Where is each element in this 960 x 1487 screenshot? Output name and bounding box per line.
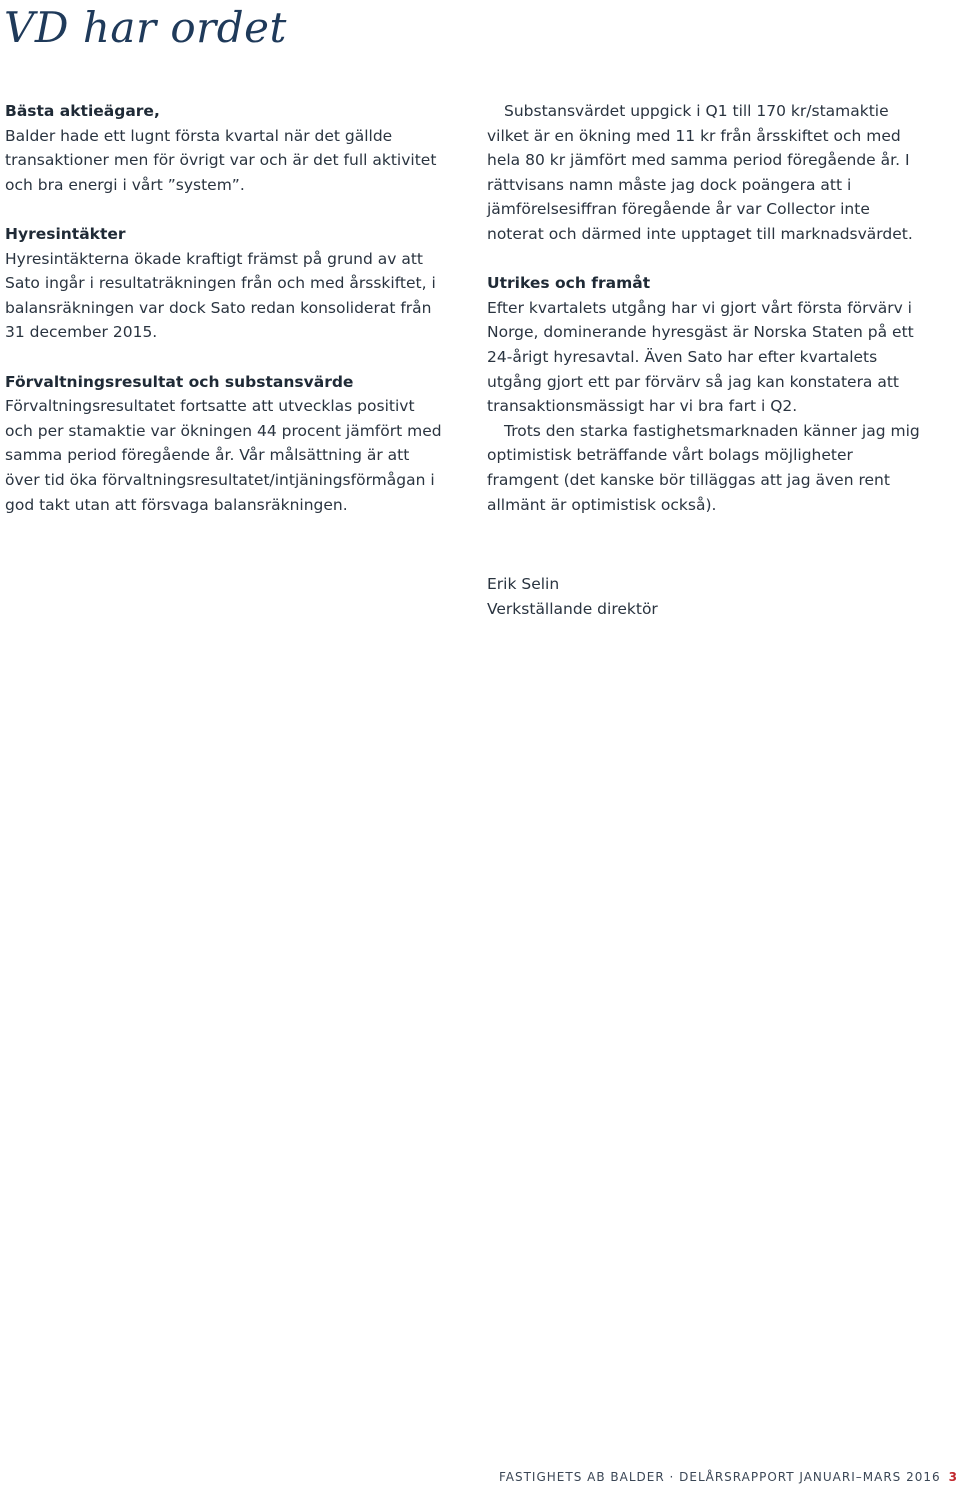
section-heading: Hyresintäkter [5,224,126,243]
section-text: Efter kvartalets utgång har vi gjort vårt första förvärv i Norge, dominerande hyresgäst är Norska Staten på ett 24-årigt hyresavtal. Även Sato har efter kvartalets utgång gjort ett par förvärv så jag kan konstatera att transaktionsmässigt har vi bra fart i Q2. [487,298,914,416]
section-text: Hyresintäkterna ökade kraftigt främst på grund av att Sato ingår i resultaträkningen från och med årsskiftet, i balansräkningen var dock Sato redan konsoliderat från 31 december 2015. [5,249,436,342]
section-utrikes [487,271,927,419]
page-footer [499,1470,958,1484]
closing-paragraph: Trots den starka fastighetsmarknaden känner jag mig optimistisk beträffande vårt bolags möjligheter framgent (det kanske bör tilläggas att jag även rent allmänt är optimistisk också). [487,421,920,514]
right-column [487,99,927,517]
salutation-paragraph [5,99,445,197]
section-heading: Förvaltningsresultat och substansvärde [5,372,354,391]
intro-text: Balder hade ett lugnt första kvartal när det gällde transaktioner men för övrigt var och är det full aktivitet och bra energi i vårt ”system”. [5,126,437,194]
section-forvaltningsresultat [5,370,445,518]
left-column [5,99,445,517]
salutation: Bästa aktieägare, [5,102,160,120]
signature-name: Erik Selin [487,575,560,593]
page-number: 3 [948,1470,958,1484]
section-hyresintakter [5,222,445,345]
substansvarde-paragraph: Substansvärdet uppgick i Q1 till 170 kr/stamaktie vilket är en ökning med 11 kr från årsskiftet och med hela 80 kr jämfört med samma period föregående år. I rättvisans namn måste jag dock poängera att i jämförelsesiffran föregående år var Collector inte noterat och därmed inte upptaget till marknadsvärdet. [487,102,913,243]
signature-role: Verkställande direktör [487,599,658,618]
footer-text: FASTIGHETS AB BALDER · DELÅRSRAPPORT JANUARI–MARS 2016 [498,1470,941,1484]
signature [487,572,658,621]
section-text: Förvaltningsresultatet fortsatte att utvecklas positivt och per stamaktie var ökningen 44 procent jämfört med samma period föregående år. Vår målsättning är att över tid öka förvaltningsresultatet/intjäningsförmågan i god takt utan att försvaga balansräkningen. [5,397,442,514]
page-title: VD har ordet [4,3,287,52]
section-heading: Utrikes och framåt [487,274,651,293]
